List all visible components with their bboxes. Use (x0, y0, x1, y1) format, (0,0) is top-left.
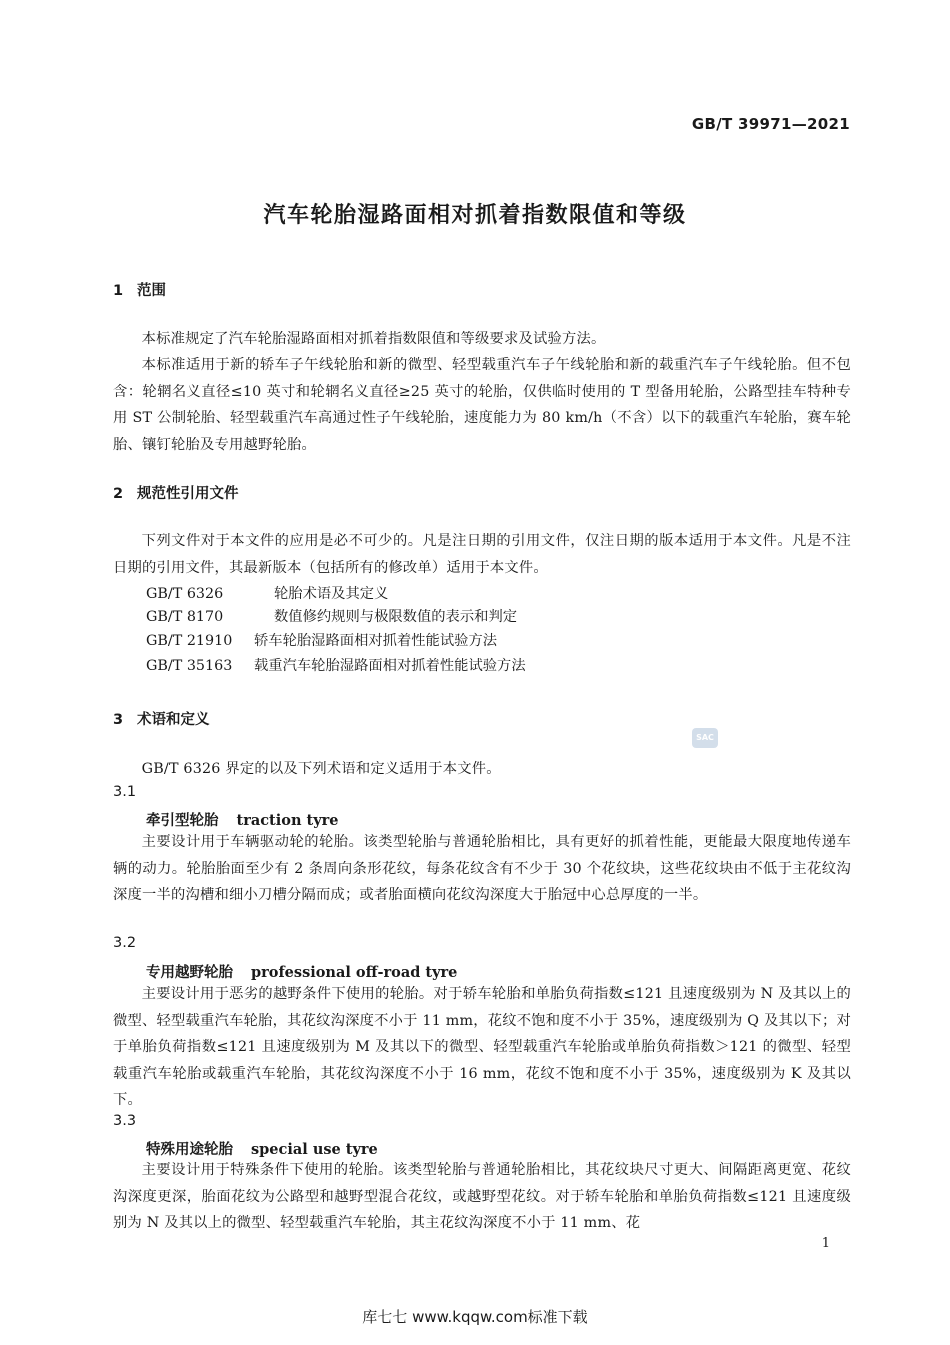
term-english: special use tyre (251, 1141, 378, 1158)
section-title: 规范性引用文件 (137, 486, 239, 502)
reference-item (146, 582, 388, 606)
reference-title: 数值修约规则与极限数值的表示和判定 (274, 609, 518, 625)
term-definition: 主要设计用于车辆驱动轮的轮胎。该类型轮胎与普通轮胎相比，具有更好的抓着性能，更能最大限度地传递车辆的动力。轮胎胎面至少有 2 条周向条形花纹，每条花纹含有不少于 30 个花纹块，这些花纹块由不低于主花纹沟深度一半的沟槽和细小刀槽分隔而成；或者胎面横向花纹沟深度大于胎冠中心总厚度的一半。 (113, 834, 851, 903)
paragraph: 下列文件对于本文件的应用是必不可少的。凡是注日期的引用文件，仅注日期的版本适用于本文件。凡是不注日期的引用文件，其最新版本（包括所有的修改单）适用于本文件。 (113, 533, 851, 576)
term-chinese: 专用越野轮胎 (146, 965, 233, 981)
reference-title: 载重汽车轮胎湿路面相对抓着性能试验方法 (254, 658, 526, 674)
reference-code: GB/T 6326 (146, 586, 224, 602)
paragraph: 本标准规定了汽车轮胎湿路面相对抓着指数限值和等级要求及试验方法。 (141, 331, 606, 347)
reference-code: GB/T 35163 (146, 658, 233, 674)
term-number: 3.1 (113, 784, 137, 800)
reference-item (146, 654, 526, 678)
reference-code: GB/T 21910 (146, 633, 233, 649)
term-definition: 主要设计用于恶劣的越野条件下使用的轮胎。对于轿车轮胎和单胎负荷指数≤121 且速度级别为 N 及其以上的微型、轻型载重汽车轮胎，其花纹沟深度不小于 11 mm，花纹不饱和度不小于 35%，速度级别为 Q 及其以下；对于单胎负荷指数≤121 且速度级别为 M 及其以下的微型、轻型载重汽车轮胎或单胎负荷指数＞121 的微型、轻型载重汽车轮胎或载重汽车轮胎，其花纹沟深度不小于 16 mm，花纹不饱和度不小于 35%，速度级别为 K 及其以下。 (113, 986, 851, 1108)
term-english: traction tyre (236, 812, 339, 829)
page-number: 1 (821, 1236, 830, 1251)
reference-item (146, 629, 497, 653)
standard-number: GB/T 39971—2021 (691, 115, 850, 133)
reference-code: GB/T 8170 (146, 609, 224, 625)
term-number: 3.2 (113, 935, 137, 951)
term-chinese: 牵引型轮胎 (146, 813, 219, 829)
term-english: professional off-road tyre (251, 964, 458, 981)
paragraph: 本标准适用于新的轿车子午线轮胎和新的微型、轻型载重汽车子午线轮胎和新的载重汽车子午线轮胎。但不包含：轮辋名义直径≤10 英寸和轮辋名义直径≥25 英寸的轮胎，仅供临时使用的 T 型备用轮胎，公路型挂车特种专用 ST 公制轮胎、轻型载重汽车高通过性子午线轮胎，速度能力为 80 km/h（不含）以下的载重汽车轮胎，赛车轮胎、镶钉轮胎及专用越野轮胎。 (113, 357, 851, 453)
section-1-heading (113, 279, 166, 300)
term-chinese: 特殊用途轮胎 (146, 1142, 233, 1158)
section-2-heading (113, 482, 239, 503)
term-number: 3.3 (113, 1113, 137, 1129)
section-title: 术语和定义 (137, 712, 210, 728)
sac-watermark: SAC (692, 728, 718, 748)
paragraph: GB/T 6326 界定的以及下列术语和定义适用于本文件。 (141, 761, 501, 777)
reference-item (146, 605, 517, 629)
section-number: 3 (113, 712, 124, 728)
term-heading (146, 809, 339, 830)
footer-source: 库七七 www.kqqw.com标准下载 (362, 1308, 588, 1326)
section-number: 1 (113, 283, 124, 299)
section-number: 2 (113, 486, 124, 502)
term-heading (146, 1138, 378, 1159)
document-title: 汽车轮胎湿路面相对抓着指数限值和等级 (263, 203, 687, 228)
term-heading (146, 961, 457, 982)
reference-title: 轮胎术语及其定义 (274, 586, 389, 602)
section-3-heading (113, 708, 210, 729)
section-title: 范围 (137, 283, 166, 299)
term-definition: 主要设计用于特殊条件下使用的轮胎。该类型轮胎与普通轮胎相比，其花纹块尺寸更大、间隔距离更宽、花纹沟深度更深，胎面花纹为公路型和越野型混合花纹，或越野型花纹。对于轿车轮胎和单胎负荷指数≤121 且速度级别为 N 及其以上的微型、轻型载重汽车轮胎，其主花纹沟深度不小于 11 mm、花 (113, 1162, 851, 1231)
reference-title: 轿车轮胎湿路面相对抓着性能试验方法 (254, 633, 498, 649)
